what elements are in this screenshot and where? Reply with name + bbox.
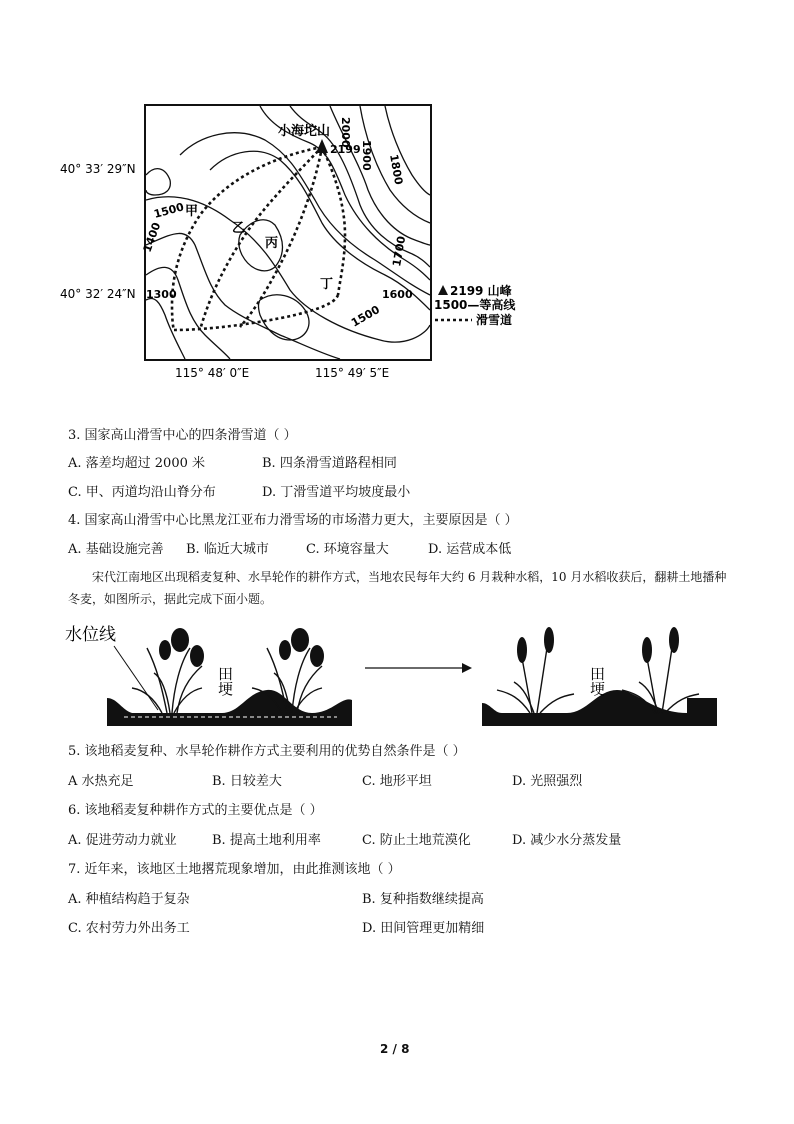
wheat-plant-1 — [497, 648, 574, 713]
wheat-ear-2a — [642, 637, 652, 663]
map-frame — [145, 105, 431, 360]
q5-stem: 5. 该地稻麦复种、水旱轮作耕作方式主要利用的优势自然条件是（ ） — [68, 744, 466, 759]
q6-stem: 6. 该地稻麦复种耕作方式的主要优点是（ ） — [68, 803, 323, 818]
rice-grain-2c — [279, 640, 291, 660]
legend-contour: 1500—等高线 — [434, 298, 516, 312]
q5-option-c[interactable]: C. 地形平坦 — [362, 774, 432, 789]
contour-label-2000: 2000 — [339, 117, 352, 148]
contour-label-1800: 1800 — [387, 153, 406, 186]
left-ridge-label: 田埂 — [216, 666, 234, 696]
passage-text: 宋代江南地区出现稻麦复种、水旱轮作的耕作方式，当地农民每年大约 6 月栽种水稻，10 月水稻收获后，翻耕土地播种冬麦，如图所示，据此完成下面小题。 — [68, 570, 727, 606]
q6-option-b[interactable]: B. 提高土地利用率 — [212, 833, 321, 848]
q4-option-c[interactable]: C. 环境容量大 — [306, 542, 389, 557]
legend-peak-icon — [438, 285, 448, 295]
contour-label-1500-left: 1500 — [152, 200, 186, 221]
q7-option-a[interactable]: A. 种植结构趋于复杂 — [68, 892, 190, 907]
wheat-ear-1a — [517, 637, 527, 663]
page-number: 2 / 8 — [380, 1042, 410, 1056]
q7-option-c[interactable]: C. 农村劳力外出务工 — [68, 921, 190, 936]
q3-stem: 3. 国家高山滑雪中心的四条滑雪道（ ） — [68, 428, 297, 443]
q5-option-b[interactable]: B. 日较差大 — [212, 774, 282, 789]
wheat-ear-1b — [544, 627, 554, 653]
q7-stem: 7. 近年来，该地区土地撂荒现象增加，由此推测该地（ ） — [68, 862, 401, 877]
wheat-ear-2b — [669, 627, 679, 653]
q7-option-b[interactable]: B. 复种指数继续提高 — [362, 892, 484, 907]
rice-grain-1a — [171, 628, 189, 652]
water-line-label: 水位线 — [65, 625, 116, 645]
rice-grain-2a — [291, 628, 309, 652]
contour-label-1700: 1700 — [390, 235, 409, 268]
contour-label-1600: 1600 — [382, 288, 413, 301]
contour-label-1500-right: 1500 — [349, 303, 383, 330]
q4-option-b[interactable]: B. 临近大城市 — [186, 542, 269, 557]
contour-map-figure — [60, 95, 540, 390]
slope-label-jia: 甲 — [185, 204, 199, 219]
rotation-figure-svg — [62, 618, 732, 736]
rotation-figure — [62, 618, 732, 736]
contour-label-1300: 1300 — [146, 288, 177, 301]
q3-option-b[interactable]: B. 四条滑雪道路程相同 — [262, 456, 397, 471]
slope-label-ding: 丁 — [320, 277, 334, 292]
contour-label-1900: 1900 — [360, 140, 373, 171]
q4-stem: 4. 国家高山滑雪中心比黑龙江亚布力滑雪场的市场潜力更大，主要原因是（ ） — [68, 513, 518, 528]
q6-option-c[interactable]: C. 防止土地荒漠化 — [362, 833, 471, 848]
q5-option-a[interactable]: A 水热充足 — [68, 774, 134, 789]
legend-peak: 2199 山峰 — [450, 284, 512, 298]
rice-grain-1c — [159, 640, 171, 660]
q3-option-d[interactable]: D. 丁滑雪道平均坡度最小 — [262, 485, 411, 500]
peak-height: 2199 — [330, 143, 361, 156]
longitude-right: 115° 49′ 5″E — [315, 366, 390, 380]
ski-runs — [172, 147, 345, 330]
q4-option-d[interactable]: D. 运营成本低 — [428, 542, 512, 557]
legend-ski: 滑雪道 — [476, 313, 513, 327]
latitude-top: 40° 33′ 29″N — [60, 162, 136, 176]
contour-map-svg — [60, 95, 540, 390]
arrow-head-icon — [462, 663, 472, 673]
slope-label-bing: 丙 — [265, 236, 279, 251]
q3-option-c[interactable]: C. 甲、丙道均沿山脊分布 — [68, 485, 216, 500]
q6-option-a[interactable]: A. 促进劳动力就业 — [68, 833, 177, 848]
latitude-bottom: 40° 32′ 24″N — [60, 287, 136, 301]
q7-option-d[interactable]: D. 田间管理更加精细 — [362, 921, 485, 936]
right-ridge-label: 田埂 — [588, 666, 606, 696]
q3-option-a[interactable]: A. 落差均超过 2000 米 — [68, 456, 206, 471]
peak-name: 小海坨山 — [278, 124, 331, 139]
rice-grain-1b — [190, 645, 204, 667]
peak-triangle-icon — [316, 139, 328, 153]
q5-option-d[interactable]: D. 光照强烈 — [512, 774, 583, 789]
longitude-left: 115° 48′ 0″E — [175, 366, 250, 380]
contour-label-1400: 1400 — [140, 220, 164, 255]
rice-grain-2b — [310, 645, 324, 667]
q4-option-a[interactable]: A. 基础设施完善 — [68, 542, 164, 557]
q6-option-d[interactable]: D. 减少水分蒸发量 — [512, 833, 622, 848]
slope-label-yi: 乙 — [232, 221, 246, 236]
water-line-pointer — [114, 646, 158, 710]
